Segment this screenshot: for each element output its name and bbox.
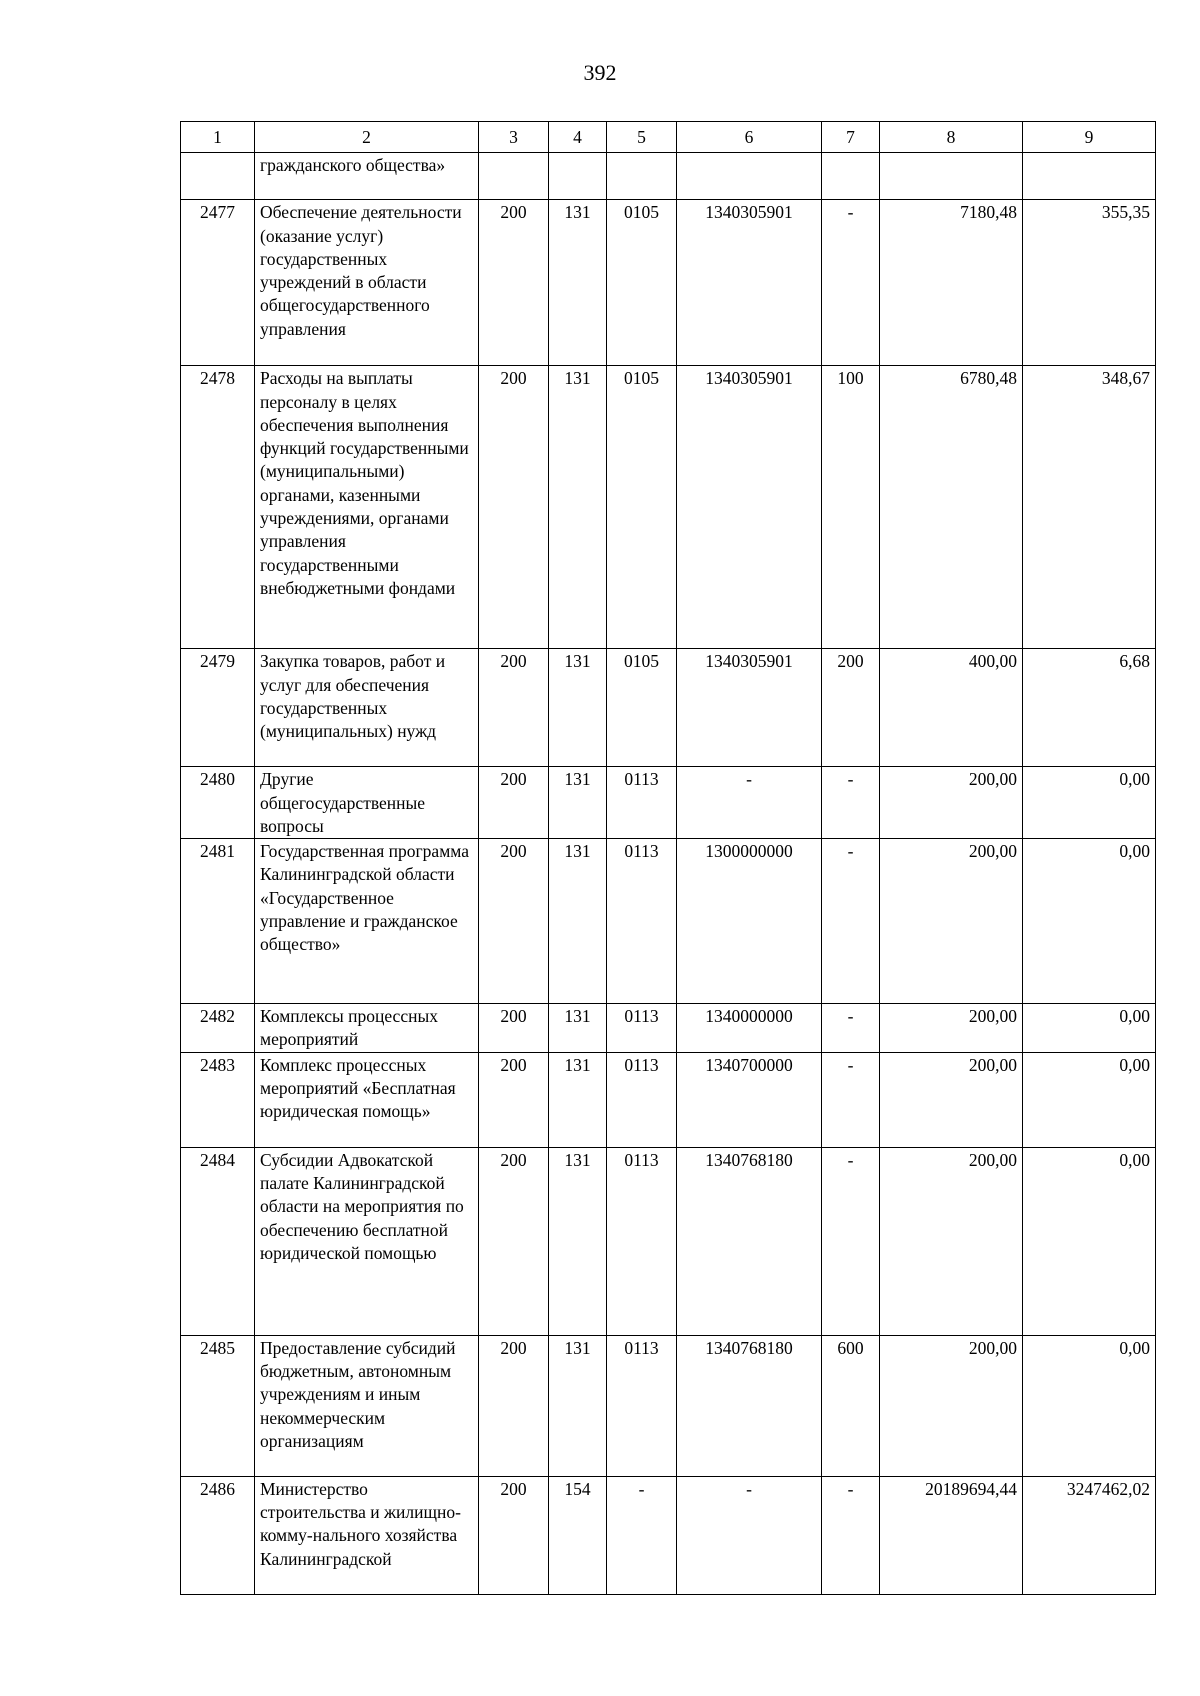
row-number: 2483	[181, 1052, 255, 1147]
column-header: 2	[255, 122, 479, 153]
cell: 0105	[607, 649, 677, 767]
cell: 1340000000	[677, 1004, 822, 1053]
table-row	[181, 1476, 1156, 1594]
cell: -	[822, 839, 880, 1004]
column-header: 6	[677, 122, 822, 153]
cell: 0113	[607, 1052, 677, 1147]
budget-table	[180, 121, 1156, 1595]
cell: 200,00	[880, 839, 1023, 1004]
cell	[607, 153, 677, 200]
row-number: 2477	[181, 200, 255, 366]
table-row	[181, 200, 1156, 366]
cell: -	[677, 1476, 822, 1594]
cell: 0113	[607, 1147, 677, 1335]
cell: 0,00	[1023, 1004, 1156, 1053]
cell: 200	[479, 649, 549, 767]
cell: 131	[549, 767, 607, 839]
cell: 200	[479, 1004, 549, 1053]
cell: 0113	[607, 1335, 677, 1476]
header-row	[181, 122, 1156, 153]
column-header: 9	[1023, 122, 1156, 153]
cell: -	[822, 200, 880, 366]
cell: 200	[479, 839, 549, 1004]
cell: 600	[822, 1335, 880, 1476]
cell: 1340305901	[677, 649, 822, 767]
column-header: 1	[181, 122, 255, 153]
cell: 131	[549, 1052, 607, 1147]
cell: 200	[479, 200, 549, 366]
cell	[880, 153, 1023, 200]
row-number: 2481	[181, 839, 255, 1004]
cell	[822, 153, 880, 200]
cell: -	[677, 767, 822, 839]
row-name: Расходы на выплаты персоналу в целях обеспечения выполнения функций государственными (муниципальными) органами, казенными учреждениями, органами управления государственными внебюджетными фондами	[255, 366, 479, 649]
row-name: Государственная программа Калининградской области «Государственное управление и гражданское общество»	[255, 839, 479, 1004]
cell: -	[822, 1004, 880, 1053]
cell: 1300000000	[677, 839, 822, 1004]
table-row	[181, 767, 1156, 839]
cell: 131	[549, 1335, 607, 1476]
row-name: Комплекс процессных мероприятий «Бесплатная юридическая помощь»	[255, 1052, 479, 1147]
cell	[1023, 153, 1156, 200]
cell: 0,00	[1023, 839, 1156, 1004]
table-row	[181, 1147, 1156, 1335]
row-number: 2479	[181, 649, 255, 767]
cell: 3247462,02	[1023, 1476, 1156, 1594]
cell: 200	[479, 1147, 549, 1335]
cell: 131	[549, 200, 607, 366]
table-row	[181, 366, 1156, 649]
table-row	[181, 1335, 1156, 1476]
page-number: 392	[583, 60, 617, 85]
column-header: 8	[880, 122, 1023, 153]
cell: -	[822, 1052, 880, 1147]
cell: 348,67	[1023, 366, 1156, 649]
row-name: гражданского общества»	[255, 153, 479, 200]
cell: 1340768180	[677, 1335, 822, 1476]
cell: 200	[479, 1476, 549, 1594]
cell: 200,00	[880, 1004, 1023, 1053]
row-number: 2484	[181, 1147, 255, 1335]
table-row	[181, 649, 1156, 767]
cell	[549, 153, 607, 200]
cell: 200,00	[880, 1052, 1023, 1147]
cell	[677, 153, 822, 200]
column-header: 7	[822, 122, 880, 153]
row-name: Субсидии Адвокатской палате Калининградской области на мероприятия по обеспечению бесплатной юридической помощью	[255, 1147, 479, 1335]
cell: 200	[479, 366, 549, 649]
cell: 131	[549, 839, 607, 1004]
cell: 0113	[607, 839, 677, 1004]
cell: 100	[822, 366, 880, 649]
cell: 0,00	[1023, 1147, 1156, 1335]
cell: -	[822, 1476, 880, 1594]
cell: 200,00	[880, 767, 1023, 839]
cell: 400,00	[880, 649, 1023, 767]
row-number: 2486	[181, 1476, 255, 1594]
cell: 6780,48	[880, 366, 1023, 649]
table-row	[181, 839, 1156, 1004]
cell: 200	[822, 649, 880, 767]
cell: 355,35	[1023, 200, 1156, 366]
row-number: 2485	[181, 1335, 255, 1476]
column-header: 5	[607, 122, 677, 153]
row-name: Предоставление субсидий бюджетным, автономным учреждениям и иным некоммерческим организациям	[255, 1335, 479, 1476]
row-name: Другие общегосударственные вопросы	[255, 767, 479, 839]
cell: 200	[479, 1335, 549, 1476]
column-header: 4	[549, 122, 607, 153]
row-number	[181, 153, 255, 200]
cell: -	[822, 1147, 880, 1335]
cell: 200	[479, 1052, 549, 1147]
row-name: Закупка товаров, работ и услуг для обеспечения государственных (муниципальных) нужд	[255, 649, 479, 767]
cell: 0,00	[1023, 1052, 1156, 1147]
cell: -	[607, 1476, 677, 1594]
row-number: 2482	[181, 1004, 255, 1053]
cell: 0105	[607, 366, 677, 649]
row-name: Комплексы процессных мероприятий	[255, 1004, 479, 1053]
row-name: Министерство строительства и жилищно-комму-нального хозяйства Калининградской	[255, 1476, 479, 1594]
cell: 200,00	[880, 1335, 1023, 1476]
cell: 131	[549, 366, 607, 649]
table-row	[181, 1004, 1156, 1053]
cell: 7180,48	[880, 200, 1023, 366]
cell: 154	[549, 1476, 607, 1594]
cell: 1340305901	[677, 366, 822, 649]
table-row	[181, 1052, 1156, 1147]
cell: 20189694,44	[880, 1476, 1023, 1594]
cell: 0,00	[1023, 767, 1156, 839]
cell: 0,00	[1023, 1335, 1156, 1476]
cell: 0113	[607, 767, 677, 839]
cell: 1340305901	[677, 200, 822, 366]
cell: 1340700000	[677, 1052, 822, 1147]
cell: 200	[479, 767, 549, 839]
cell: 131	[549, 1004, 607, 1053]
cell: 131	[549, 1147, 607, 1335]
table-row	[181, 153, 1156, 200]
cell: 131	[549, 649, 607, 767]
row-number: 2480	[181, 767, 255, 839]
column-header: 3	[479, 122, 549, 153]
cell: 0105	[607, 200, 677, 366]
cell: 0113	[607, 1004, 677, 1053]
cell: -	[822, 767, 880, 839]
cell: 200,00	[880, 1147, 1023, 1335]
cell: 1340768180	[677, 1147, 822, 1335]
row-name: Обеспечение деятельности (оказание услуг) государственных учреждений в области общегосударственного управления	[255, 200, 479, 366]
cell: 6,68	[1023, 649, 1156, 767]
row-number: 2478	[181, 366, 255, 649]
cell	[479, 153, 549, 200]
